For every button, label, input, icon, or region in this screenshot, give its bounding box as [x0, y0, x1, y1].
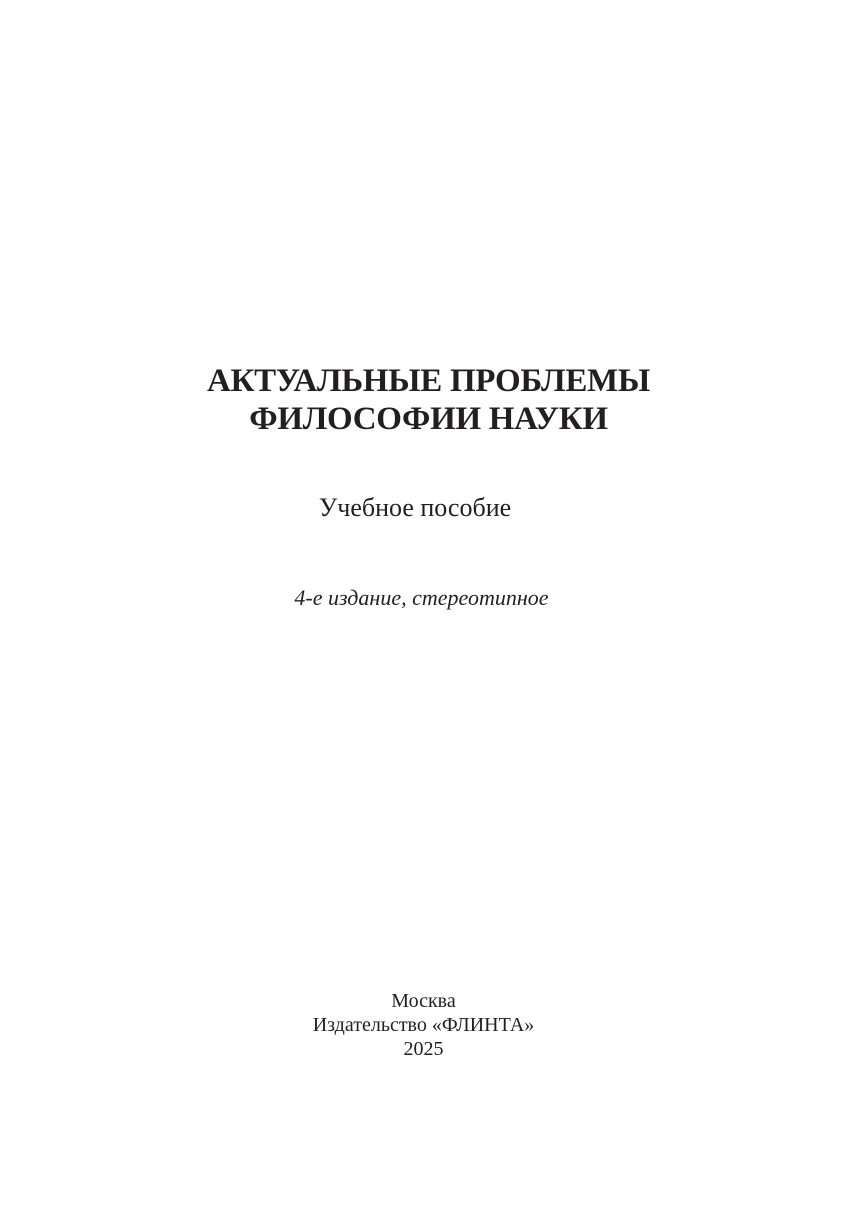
book-title-line-1: АКТУАЛЬНЫЕ ПРОБЛЕМЫ: [206, 363, 650, 399]
edition-note: 4-е издание, стереотипное: [294, 585, 549, 610]
imprint-year: 2025: [403, 1038, 444, 1060]
imprint-publisher: Издательство «ФЛИНТА»: [312, 1014, 535, 1036]
imprint: [0, 989, 847, 1061]
book-title-line-2: ФИЛОСОФИИ НАУКИ: [249, 401, 608, 437]
imprint-city: Москва: [391, 990, 456, 1012]
book-subtitle: Учебное пособие: [318, 493, 512, 522]
book-title: [0, 362, 857, 438]
